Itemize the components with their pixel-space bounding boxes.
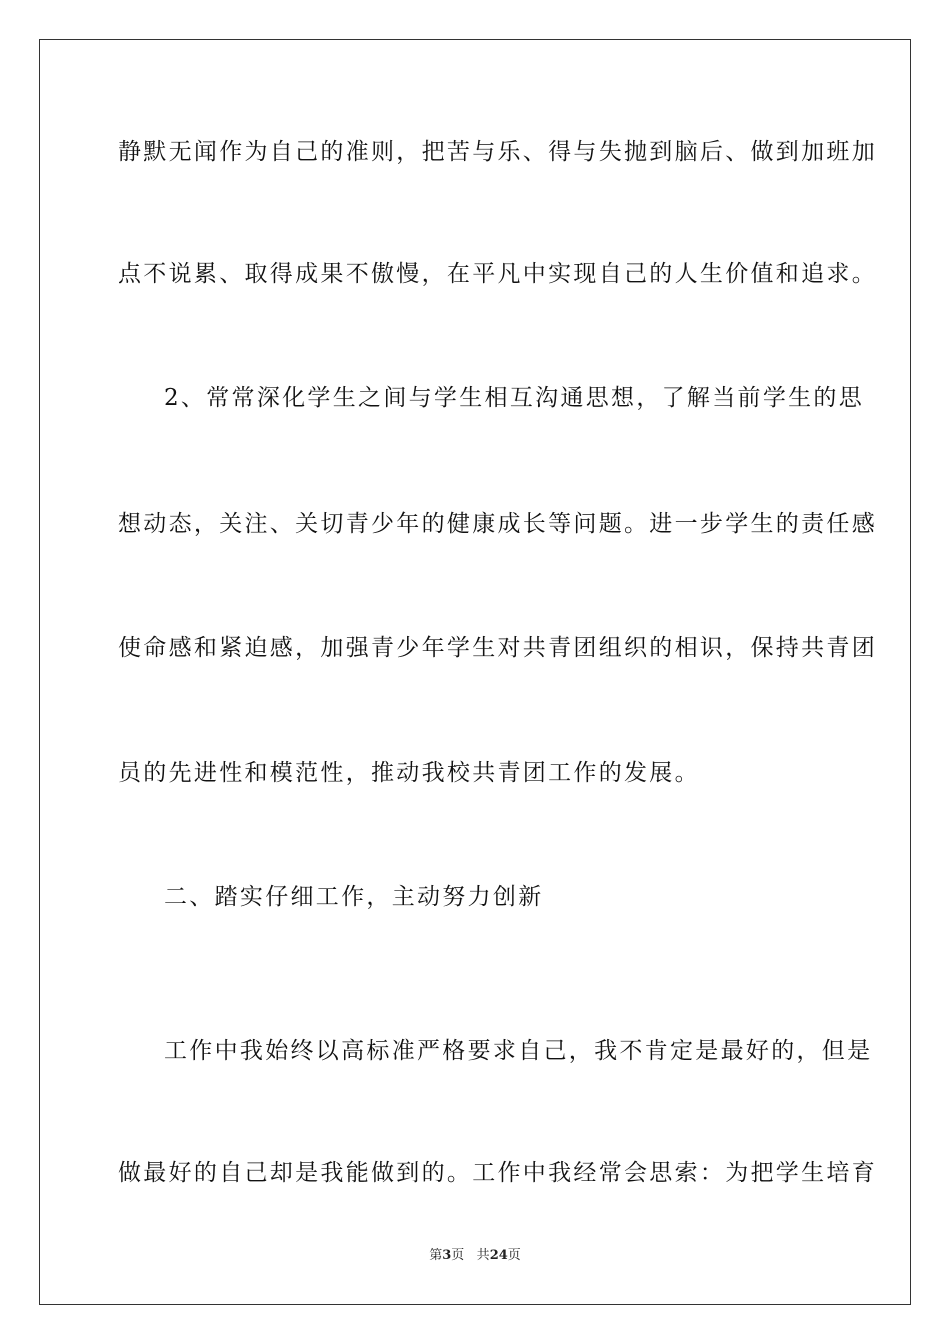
page-prefix: 第 <box>429 1248 443 1263</box>
page-suffix: 页 <box>451 1248 465 1263</box>
section-heading: 二、踏实仔细工作，主动努力创新 <box>164 884 544 910</box>
text-line: 静默无闻作为自己的准则，把苦与乐、得与失抛到脑后、做到加班加 <box>118 139 877 165</box>
total-suffix: 页 <box>507 1248 521 1263</box>
text-line: 点不说累、取得成果不傲慢，在平凡中实现自己的人生价值和追求。 <box>118 261 877 287</box>
page-footer <box>0 1247 950 1265</box>
page-border <box>39 39 911 1305</box>
text-line: 使命感和紧迫感，加强青少年学生对共青团组织的相识，保持共青团 <box>118 635 877 661</box>
page-number: 3 <box>442 1248 452 1263</box>
text-line: 工作中我始终以高标准严格要求自己，我不肯定是最好的，但是 <box>164 1038 873 1064</box>
text-line: 想动态，关注、关切青少年的健康成长等问题。进一步学生的责任感 <box>118 511 877 537</box>
text-line: 员的先进性和模范性，推动我校共青团工作的发展。 <box>118 760 700 786</box>
total-prefix: 共 <box>476 1248 490 1263</box>
text-line: 2、常常深化学生之间与学生相互沟通思想，了解当前学生的思 <box>164 385 865 411</box>
text-line: 做最好的自己却是我能做到的。工作中我经常会思索：为把学生培育 <box>118 1160 877 1186</box>
total-pages: 24 <box>489 1248 508 1263</box>
